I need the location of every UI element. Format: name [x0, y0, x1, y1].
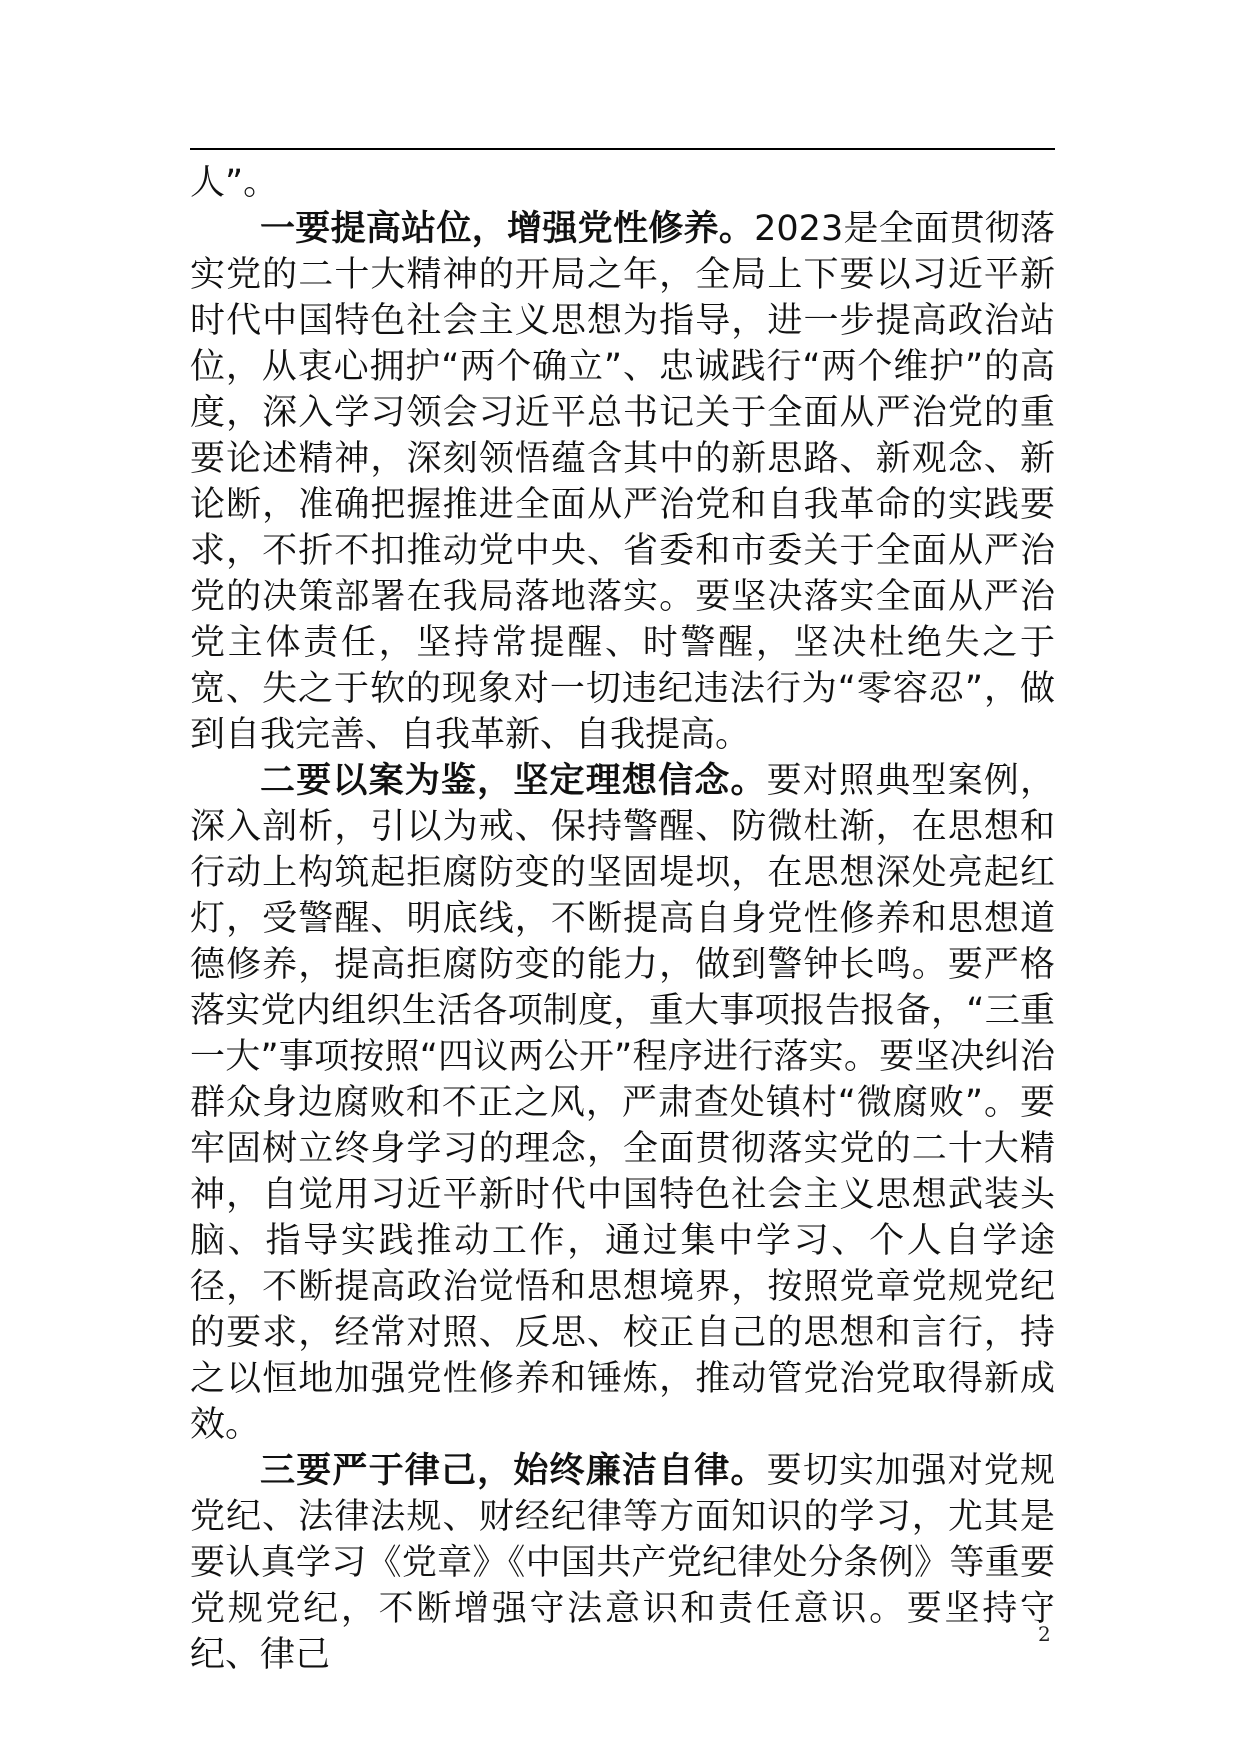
paragraph-1-text: 2023是全面贯彻落实党的二十大精神的开局之年，全局上下要以习近平新时代中国特色社会主义思想为指导，进一步提高政治站位，从衷心拥护“两个确立”、忠诚践行“两个维护”的高度，深入学习领会习近平总书记关于全面从严治党的重要论述精神，深刻领悟蕴含其中的新思路、新观念、新论断，准确把握推进全面从严治党和自我革命的实践要求，不折不扣推动党中央、省委和市委关于全面从严治党的决策部署在我局落地落实。要坚决落实全面从严治党主体责任，坚持常提醒、时警醒，坚决杜绝失之于宽、失之于软的现象对一切违纪违法行为“零容忍”，做到自我完善、自我革新、自我提高。 [190, 209, 1055, 755]
paragraph-2-lead: 二要以案为鉴，坚定理想信念。 [260, 761, 767, 801]
paragraph-1 [190, 206, 1055, 758]
page-number: 2 [1038, 1622, 1051, 1646]
paragraph-3 [190, 1448, 1055, 1678]
paragraph-2-text: 要对照典型案例，深入剖析，引以为戒、保持警醒、防微杜渐，在思想和行动上构筑起拒腐防变的坚固堤坝，在思想深处亮起红灯，受警醒、明底线，不断提高自身党性修养和思想道德修养，提高拒腐防变的能力，做到警钟长鸣。要严格落实党内组织生活各项制度，重大事项报告报备，“三重一大”事项按照“四议两公开”程序进行落实。要坚决纠治群众身边腐败和不正之风，严肃查处镇村“微腐败”。要牢固树立终身学习的理念，全面贯彻落实党的二十大精神，自觉用习近平新时代中国特色社会主义思想武装头脑、指导实践推动工作，通过集中学习、个人自学途径，不断提高政治觉悟和思想境界，按照党章党规党纪的要求，经常对照、反思、校正自己的思想和言行，持之以恒地加强党性修养和锤炼，推动管党治党取得新成效。 [190, 761, 1055, 1445]
paragraph-3-text: 要切实加强对党规党纪、法律法规、财经纪律等方面知识的学习，尤其是要认真学习《党章》《中国共产党纪律处分条例》等重要党规党纪，不断增强守法意识和责任意识。要坚持守纪、律己 [190, 1451, 1055, 1675]
paragraph-3-lead: 三要严于律己，始终廉洁自律。 [260, 1451, 767, 1491]
paragraph-1-lead: 一要提高站位，增强党性修养。 [260, 209, 755, 249]
paragraph-2 [190, 758, 1055, 1448]
continuation-line: 人”。 [190, 163, 279, 203]
header-rule [190, 148, 1055, 150]
document-body [190, 160, 1055, 1678]
